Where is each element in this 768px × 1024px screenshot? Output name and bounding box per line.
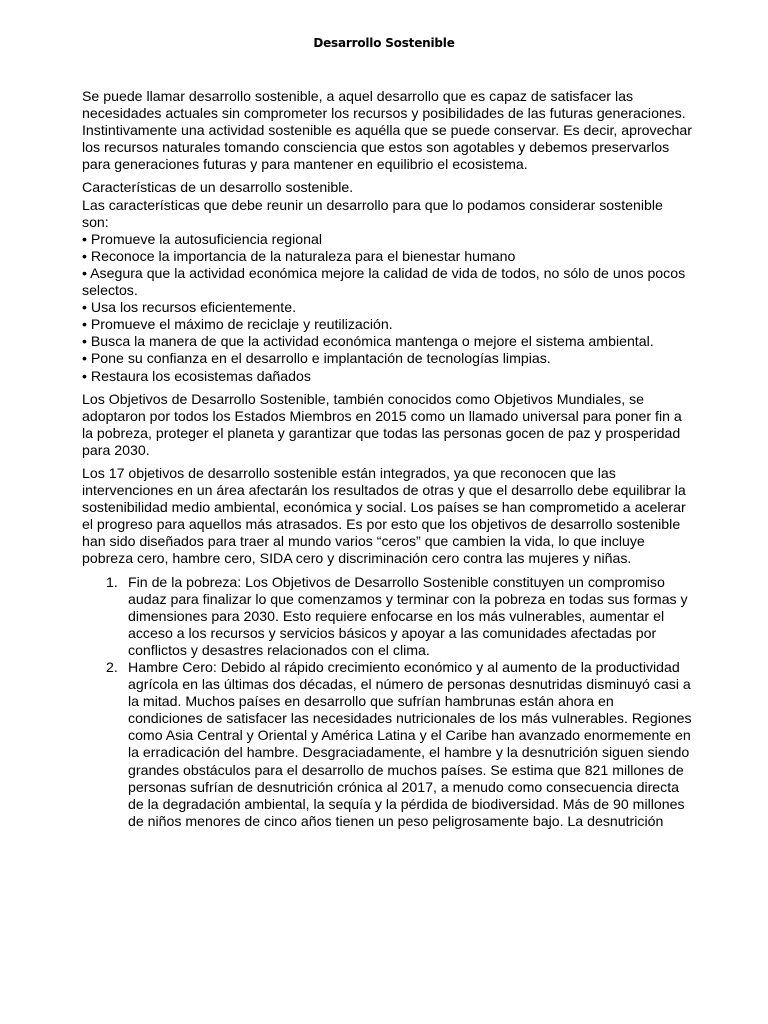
bullet-item: • Promueve el máximo de reciclaje y reutilización. (82, 316, 393, 333)
bullet-item: • Busca la manera de que la actividad económica mantenga o mejore el sistema ambiental. (82, 333, 654, 350)
bullet-item: • Promueve la autosuficiencia regional (82, 230, 322, 247)
bullet-item: • Usa los recursos eficientemente. (82, 299, 297, 316)
bullet-item: • Asegura que la actividad económica mejore la calidad de vida de todos, no sólo de unos pocos selectos. (82, 264, 686, 299)
goal-item (82, 659, 692, 830)
goal-item (82, 574, 692, 659)
goal-text: Hambre Cero: Debido al rápido crecimiento económico y al aumento de la productividad agrícola en las últimas dos décadas, el número de personas desnutridas disminuyó casi a la mitad. Muchos países en desarrollo que sufrían hambrunas están ahora en condiciones de satisfacer las necesidades nutricionales de los más vulnerables. Regiones como Asia Central y Oriental y América Latina y el Caribe han avanzado enormemente en la erradicación del hambre. Desgraciadamente, el hambre y la desnutrición siguen siendo grandes obstáculos para el desarrollo de muchos países. Se estima que 821 millones de personas sufrían de desnutrición crónica al 2017, a menudo como consecuencia directa de la degradación ambiental, la sequía y la pérdida de biodiversidad. Más de 90 millones de niños menores de cinco años tienen un peso peligrosamente bajo. La desnutrición (128, 659, 692, 829)
integrated-paragraph: Los 17 objetivos de desarrollo sostenible están integrados, ya que reconocen que las intervenciones en un área afectarán los resultados de otras y que el desarrollo debe equilibrar la sostenibilidad medio ambiental, económica y social. Los países se han comprometido a acelerar el progreso para aquellos más atrasados. Es por esto que los objetivos de desarrollo sostenible han sido diseñados para traer al mundo varios “ceros” que cambien la vida, lo que incluye pobreza cero, hambre cero, SIDA cero y discriminación cero contra las mujeres y niñas. (82, 464, 686, 567)
intro-paragraph: Se puede llamar desarrollo sostenible, a aquel desarrollo que es capaz de satisfacer las necesidades actuales sin comprometer los recursos y posibilidades de las futuras generaciones. Instintivamente una actividad sostenible es aquélla que se puede conservar. Es decir, aprovechar los recursos naturales tomando consciencia que estos son agotables y debemos preservarlos para generaciones futuras y para mantener en equilibrio el ecosistema. (82, 88, 692, 173)
document-title: Desarrollo Sostenible (313, 36, 455, 50)
bullet-item: • Reconoce la importancia de la naturaleza para el bienestar humano (82, 247, 516, 264)
objectives-paragraph: Los Objetivos de Desarrollo Sostenible, también conocidos como Objetivos Mundiales, se adoptaron por todos los Estados Miembros en 2015 como un llamado universal para poner fin a la pobreza, proteger el planeta y garantizar que todas las personas gocen de paz y prosperidad para 2030. (82, 390, 682, 458)
characteristics-heading: Características de un desarrollo sostenible. (82, 179, 354, 196)
goal-number: 2. (106, 659, 118, 675)
characteristics-lead: Las características que debe reunir un desarrollo para que lo podamos considerar sostenible son: (82, 196, 663, 230)
goals-list (82, 574, 692, 830)
bullet-item: • Restaura los ecosistemas dañados (82, 367, 311, 384)
document-body (82, 88, 692, 830)
characteristics-section (82, 179, 692, 384)
goal-text: Fin de la pobreza: Los Objetivos de Desarrollo Sostenible constituyen un compromiso audaz para finalizar lo que comenzamos y terminar con la pobreza en todas sus formas y dimensiones para 2030. Esto requiere enfocarse en los más vulnerables, aumentar el acceso a los recursos y servicios básicos y apoyar a las comunidades afectadas por conflictos y desastres relacionados con el clima. (128, 573, 688, 658)
bullet-item: • Pone su confianza en el desarrollo e implantación de tecnologías limpias. (82, 350, 551, 367)
goal-number: 1. (106, 573, 118, 590)
